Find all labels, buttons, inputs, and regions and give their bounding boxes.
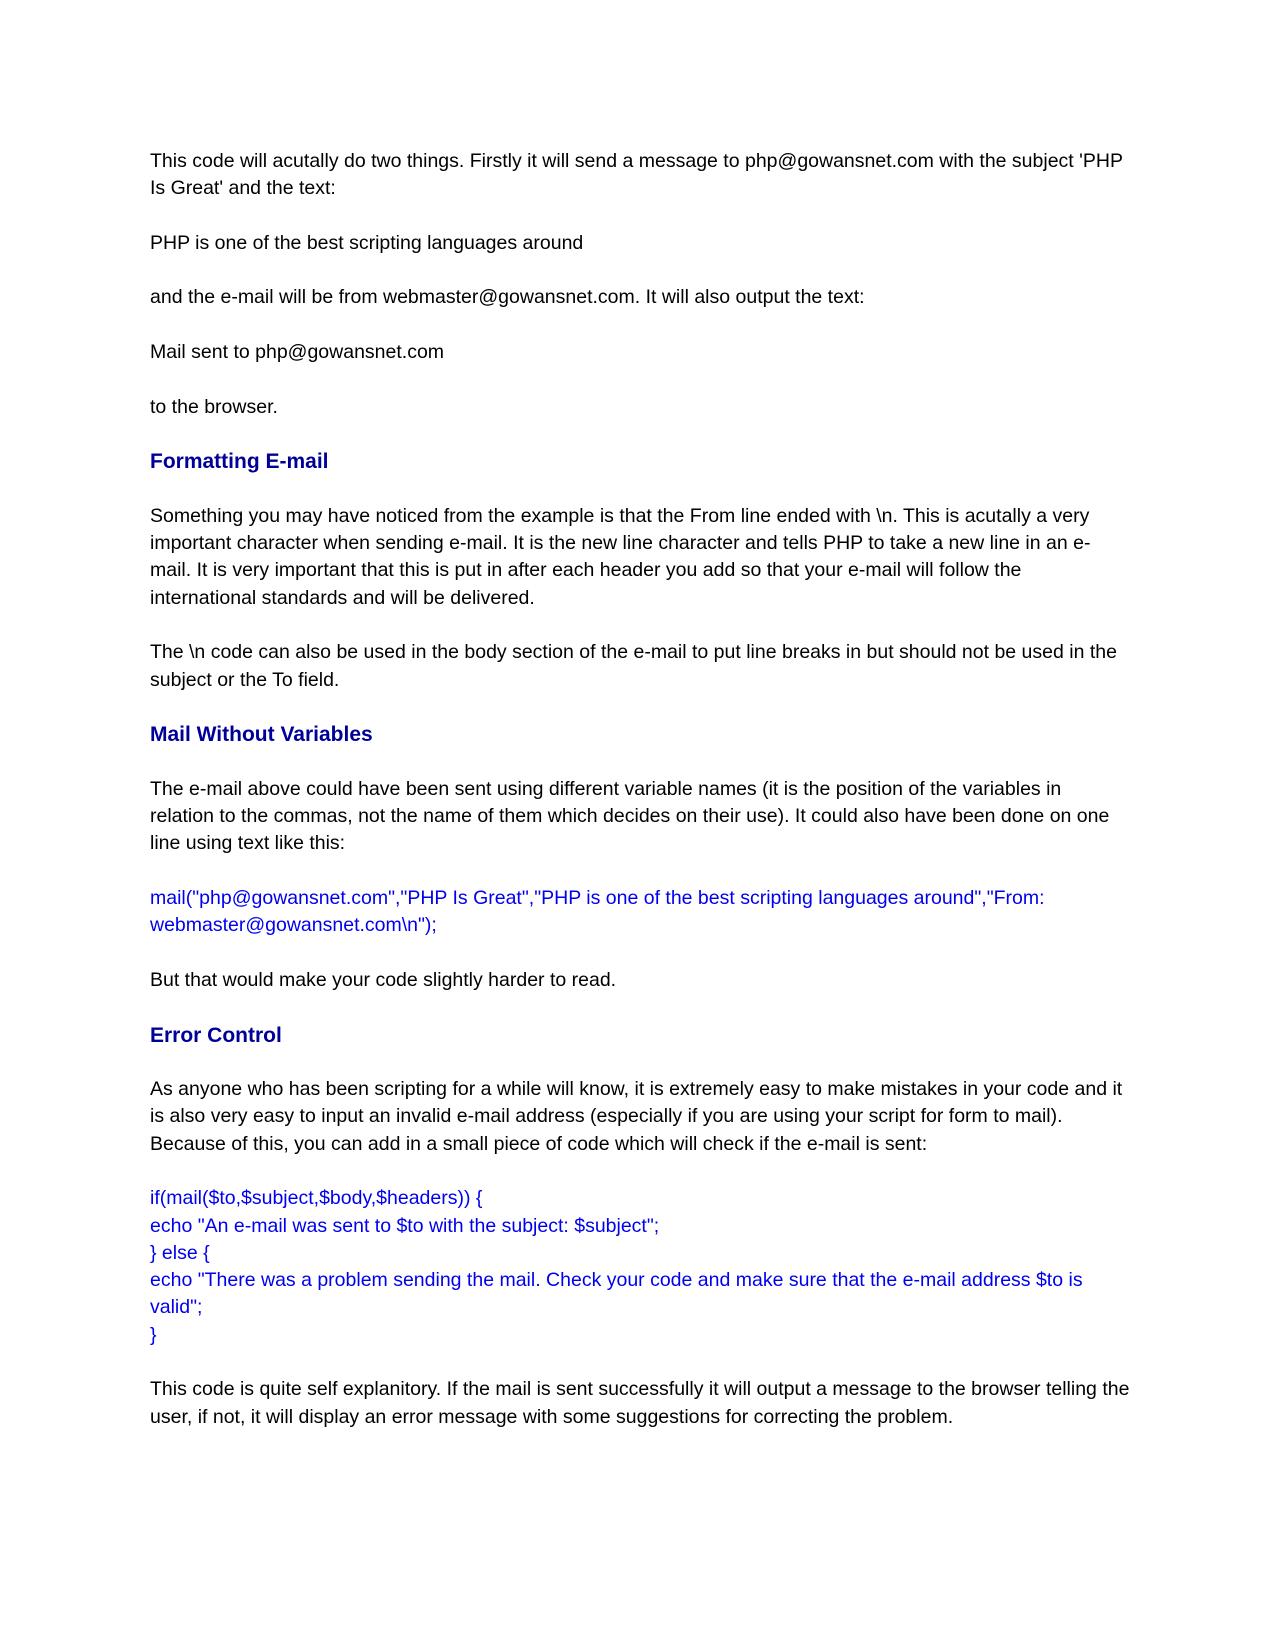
- explanation-paragraph: This code is quite self explanitory. If the mail is sent successfully it will output a message to the browser telling the user, if not, it will display an error message with some suggestions for correcting the problem.: [150, 1378, 1130, 1428]
- formatting-paragraph-2: The \n code can also be used in the body section of the e-mail to put line breaks in but should not be used in the subject or the To field.: [150, 641, 1117, 691]
- error-control-paragraph: As anyone who has been scripting for a while will know, it is extremely easy to make mistakes in your code and it is also very easy to input an invalid e-mail address (especially if you are using your script for form to mail). Because of this, you can add in a small piece of code which will check if the e-mail is sent:: [150, 1078, 1123, 1155]
- document-page: [150, 148, 1130, 1458]
- mail-without-variables-paragraph: The e-mail above could have been sent using different variable names (it is the position of the variables in relation to the commas, not the name of them which decides on their use). It could also have been done on one line using text like this:: [150, 777, 1110, 855]
- heading-error-control: Error Control: [150, 1023, 282, 1047]
- intro-paragraph: This code will acutally do two things. Firstly it will send a message to php@gowansnet.com with the subject 'PHP Is Great' and the text:: [150, 150, 1123, 200]
- output-text: Mail sent to php@gowansnet.com: [150, 341, 445, 364]
- formatting-paragraph-1: Something you may have noticed from the example is that the From line ended with \n. This is acutally a very important character when sending e-mail. It is the new line character and tells PHP to take a new line in an e-mail. It is very important that this is put in after each header you add so that your e-mail will follow the international standards and will be delivered.: [150, 504, 1091, 609]
- browser-paragraph: to the browser.: [150, 395, 278, 418]
- code-line: }: [150, 1323, 157, 1346]
- heading-mail-without-variables: Mail Without Variables: [150, 723, 373, 747]
- code-line: echo "An e-mail was sent to $to with the subject: $subject";: [150, 1214, 660, 1237]
- heading-formatting-email: Formatting E-mail: [150, 450, 329, 474]
- code-line: } else {: [150, 1241, 210, 1264]
- code-line: if(mail($to,$subject,$body,$headers)) {: [150, 1187, 483, 1210]
- from-paragraph: and the e-mail will be from webmaster@gowansnet.com. It will also output the text:: [150, 286, 865, 309]
- mail-one-line-code: mail("php@gowansnet.com","PHP Is Great","PHP is one of the best scripting languages around","From: webmaster@gowansnet.com\n");: [150, 887, 1045, 937]
- code-line: echo "There was a problem sending the mail. Check your code and make sure that the e-mail address $to is valid";: [150, 1269, 1083, 1319]
- message-body-text: PHP is one of the best scripting languages around: [150, 231, 584, 254]
- error-check-code-block: [150, 1185, 1130, 1349]
- harder-to-read-paragraph: But that would make your code slightly harder to read.: [150, 968, 617, 991]
